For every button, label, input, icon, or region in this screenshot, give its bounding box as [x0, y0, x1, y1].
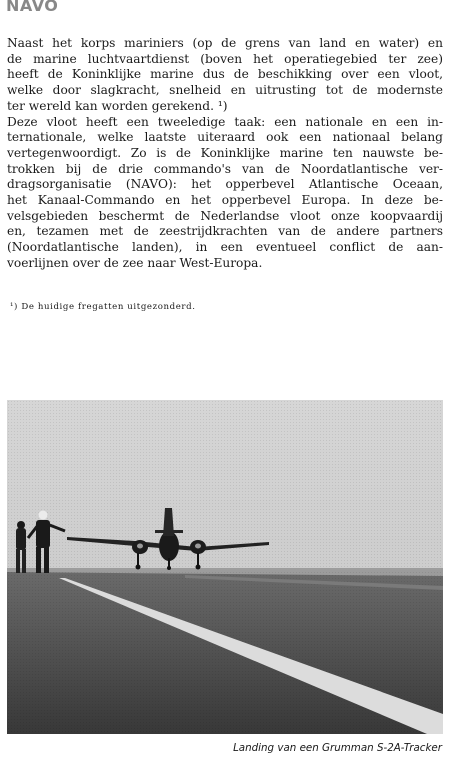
text-line: ter wereld kan worden gerekend. ¹)	[7, 98, 228, 113]
text-line: voerlijnen over de zee naar West-Europa.	[7, 255, 263, 270]
text-line: heeft de Koninklijke marine dus de beschikking over een vloot,	[7, 67, 443, 82]
text-line: welke door slagkracht, snelheid en uitrusting tot de modernste	[7, 83, 443, 98]
text-line: vertegenwoordigt. Zo is de Koninklijke marine ten nauwste be-	[7, 145, 443, 160]
text-line: de marine luchtvaartdienst (boven het operatiegebied ter zee)	[7, 51, 443, 66]
text-line: (Noordatlantische landen), in een eventueel conflict de aan-	[7, 240, 443, 255]
text-line: velsgebieden beschermt de Nederlandse vloot onze koopvaardij	[7, 208, 443, 223]
body-text	[7, 36, 443, 272]
footnote: ¹) De huidige fregatten uitgezonderd.	[10, 302, 196, 312]
aircraft-landing-photo	[7, 400, 443, 734]
text-line: het Kanaal-Commando en het opperbevel Europa. In deze be-	[7, 193, 443, 208]
text-line: dragsorganisatie (NAVO): het opperbevel Atlantische Oceaan,	[7, 177, 443, 192]
text-line: Naast het korps mariniers (op de grens van land en water) en	[7, 36, 443, 50]
text-line: ternationale, welke laatste uiteraard ook een nationaal belang	[7, 130, 443, 145]
page-heading: NAVO	[6, 0, 59, 15]
photo-caption: Landing van een Grumman S-2A-Tracker	[233, 742, 442, 754]
text-line: trokken bij de drie commando's van de Noordatlantische ver-	[7, 161, 443, 176]
text-line: en, tezamen met de zeestrijdkrachten van de andere partners	[7, 224, 443, 239]
text-line: Deze vloot heeft een tweeledige taak: een nationale en een in-	[7, 114, 443, 129]
